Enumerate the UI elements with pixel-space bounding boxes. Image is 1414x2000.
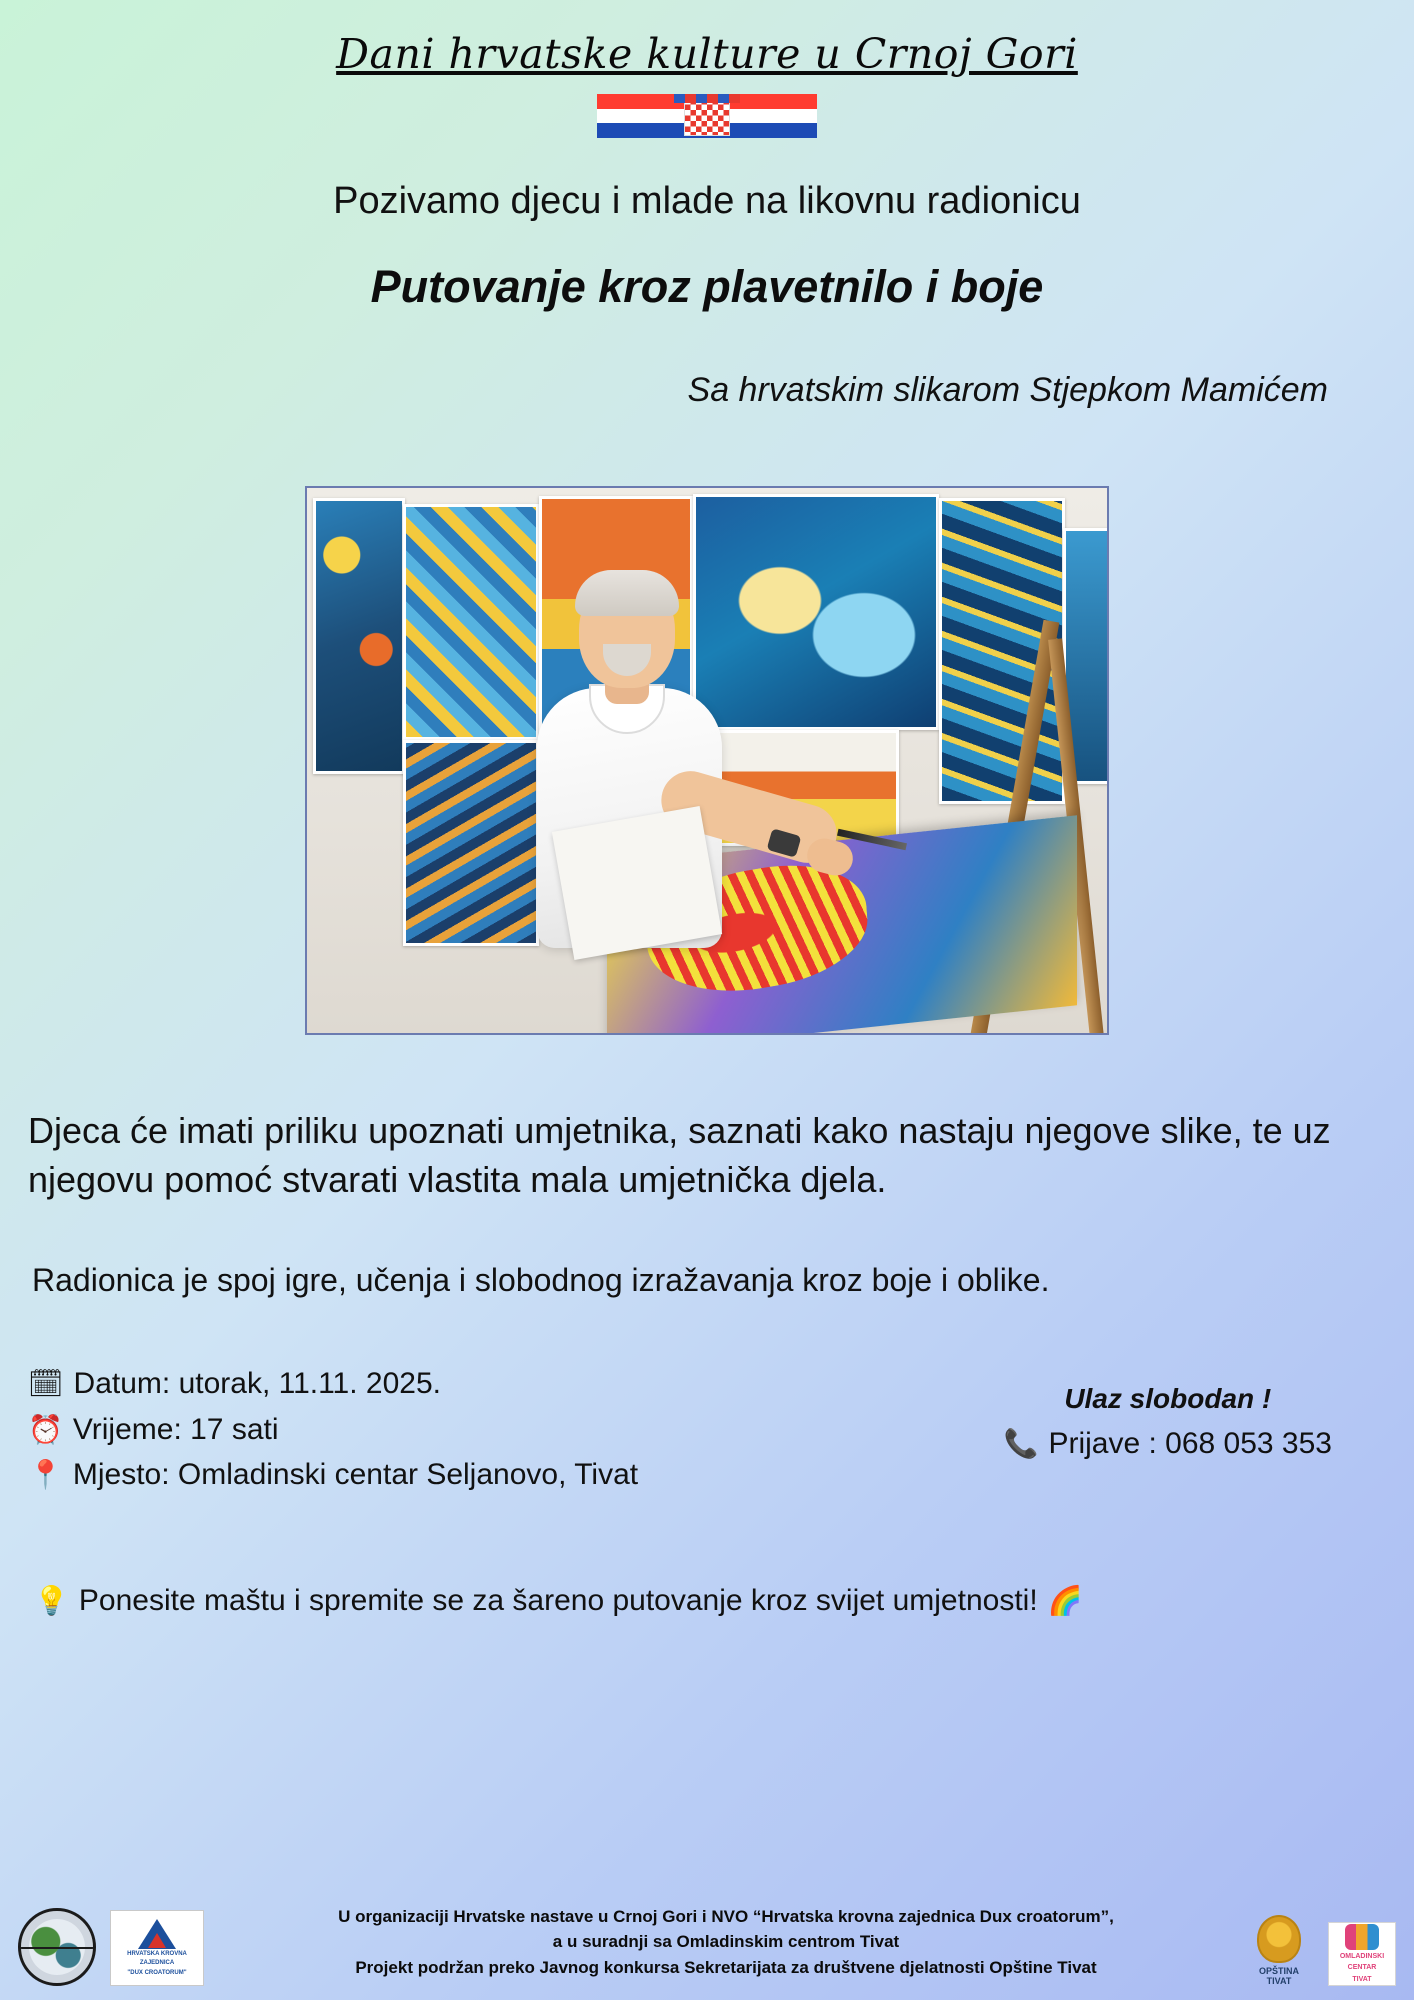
painting-2 bbox=[403, 504, 539, 740]
oc-logo-line-1: OMLADINSKI bbox=[1339, 1952, 1385, 1960]
workshop-summary: Radionica je spoj igre, učenja i slobodnog izražavanja kroz boje i oblike. bbox=[32, 1262, 1050, 1299]
photo-container bbox=[0, 486, 1414, 1035]
artist-line: Sa hrvatskim slikarom Stjepkom Mamićem bbox=[687, 371, 1328, 409]
detail-row-time bbox=[28, 1407, 638, 1453]
opstina-tivat-logo bbox=[1248, 1915, 1310, 1986]
footer-logos-left bbox=[18, 1908, 204, 1986]
dux-logo-line-2: ZAJEDNICA bbox=[139, 1960, 175, 1967]
footer-text bbox=[204, 1904, 1248, 1987]
rainbow-icon: 🌈 bbox=[1047, 1583, 1083, 1617]
invitation-line: Pozivamo djecu i mlade na likovnu radionicu bbox=[333, 180, 1081, 222]
croatian-flag-icon bbox=[597, 94, 817, 138]
flag-container bbox=[0, 94, 1414, 138]
location-pin-icon: 📍 bbox=[28, 1458, 63, 1492]
footer-logos-right bbox=[1248, 1915, 1396, 1986]
phone-line bbox=[1004, 1427, 1332, 1461]
clock-icon: ⏰ bbox=[28, 1412, 63, 1446]
free-entry-badge: Ulaz slobodan ! bbox=[1064, 1383, 1272, 1415]
event-place: Mjesto: Omladinski centar Seljanovo, Tivat bbox=[72, 1458, 639, 1492]
hrvatska-nastava-logo bbox=[18, 1908, 96, 1986]
footer-line-2: a u suradnji sa Omladinskim centrom Tivat bbox=[552, 1932, 900, 1951]
closing-line bbox=[34, 1584, 1414, 1618]
artist-hair bbox=[575, 570, 679, 616]
telephone-icon: 📞 bbox=[1003, 1427, 1039, 1461]
oc-logo-line-2: CENTAR bbox=[1347, 1964, 1377, 1972]
page-title: Dani hrvatske kulture u Crnoj Gori bbox=[336, 30, 1078, 78]
painting-1 bbox=[313, 498, 405, 774]
painting-3 bbox=[403, 740, 539, 946]
omladinski-centar-logo bbox=[1328, 1922, 1396, 1986]
paper-sheet bbox=[552, 806, 722, 960]
event-time: Vrijeme: 17 sati bbox=[72, 1412, 279, 1446]
oc-logo-line-3: TIVAT bbox=[1352, 1975, 1372, 1983]
footer-line-1: U organizaciji Hrvatske nastave u Crnoj Gori i NVO “Hrvatska krovna zajednica Dux croatorum”, bbox=[338, 1906, 1114, 1926]
closing-text: Ponesite maštu i spremite se za šareno putovanje kroz svijet umjetnosti! bbox=[78, 1583, 1038, 1617]
details-block bbox=[28, 1361, 1362, 1498]
workshop-title: Putovanje kroz plavetnilo i boje bbox=[370, 261, 1044, 312]
detail-row-place bbox=[28, 1452, 638, 1498]
lightbulb-icon: 💡 bbox=[34, 1583, 69, 1617]
description-paragraph: Djeca će imati priliku upoznati umjetnika, saznati kako nastaju njegove slike, te uz njegovu pomoć stvarati vlastita mala umjetnička djela. bbox=[28, 1110, 1331, 1200]
dux-croatorum-logo bbox=[110, 1910, 204, 1986]
painting-6 bbox=[693, 494, 939, 730]
detail-row-date bbox=[28, 1361, 638, 1407]
dux-logo-line-1: HRVATSKA KROVNA bbox=[127, 1951, 187, 1958]
artist-photo bbox=[305, 486, 1109, 1035]
phone-number[interactable]: Prijave : 068 053 353 bbox=[1048, 1427, 1332, 1461]
event-date: Datum: utorak, 11.11. 2025. bbox=[73, 1367, 441, 1401]
calendar-icon: 🗓 bbox=[28, 1366, 64, 1400]
event-details bbox=[28, 1361, 638, 1498]
opstina-tivat-caption: OPŠTINA TIVAT bbox=[1258, 1966, 1299, 1986]
registration-block bbox=[1004, 1383, 1332, 1461]
footer bbox=[0, 1904, 1414, 1987]
footer-line-3: Projekt podržan preko Javnog konkursa Sekretarijata za društvene djelatnosti Opštine Tivat bbox=[355, 1957, 1097, 1977]
dux-logo-line-3: "DUX CROATORUM" bbox=[127, 1969, 187, 1976]
